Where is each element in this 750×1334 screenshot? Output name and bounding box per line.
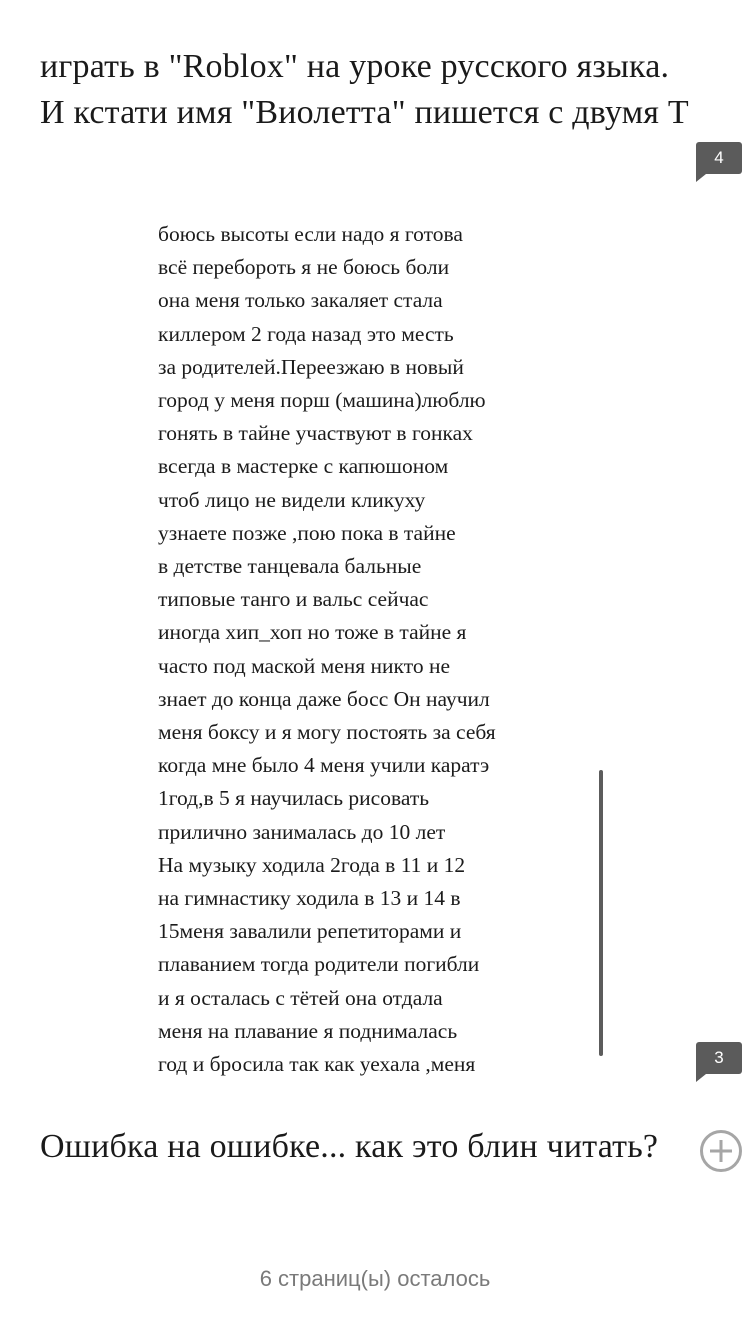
embedded-text-line: в детстве танцевала бальные <box>158 554 422 579</box>
embedded-text-line: киллером 2 года назад это месть <box>158 321 454 346</box>
embedded-screenshot <box>150 214 560 1094</box>
embedded-text-line: плаванием тогда родители погибли <box>158 952 480 977</box>
embedded-text-line: На музыку ходила 2года в 11 и 12 <box>158 852 466 877</box>
embedded-text-line: боюсь высоты если надо я готова <box>158 222 463 246</box>
embedded-text-line: иногда хип_хоп но тоже в тайне я <box>158 620 467 645</box>
embedded-text-line: меня на плавание я поднималась <box>158 1018 458 1043</box>
embedded-text-line: прилично занималась до 10 лет <box>158 819 446 844</box>
pages-remaining-label: 6 страниц(ы) осталось <box>259 1266 491 1291</box>
embedded-text-line: 15меня завалили репетиторами и <box>158 919 462 944</box>
story-paragraph-top: играть в "Roblox" на уроке русского языка. И кстати имя "Виолетта" пишется с двумя Т <box>40 48 689 131</box>
embedded-text-line: на гимнастику ходила в 13 и 14 в <box>158 886 461 911</box>
embedded-text-line: часто под маской меня никто не <box>158 653 450 678</box>
embedded-text-line: и я осталась с тётей она отдала <box>158 985 443 1010</box>
comment-count-badge-top[interactable]: 4 <box>696 142 742 174</box>
embedded-text-line: узнаете позже ,пою пока в тайне <box>158 520 456 545</box>
embedded-text-line: она меня только закаляет стала <box>158 288 443 313</box>
comment-count-badge-mid[interactable]: 3 <box>696 1042 742 1074</box>
embedded-text-line: чтоб лицо не видели кликуху <box>158 487 426 512</box>
scrollbar[interactable] <box>599 770 603 1056</box>
embedded-text-line: гонять в тайне участвуют в гонках <box>158 421 473 446</box>
embedded-text-line: всегда в мастерке с капюшоном <box>158 454 449 479</box>
embedded-text-line: за родителей.Переезжаю в новый <box>158 354 464 379</box>
story-paragraph-bottom: Ошибка на ошибке... как это блин читать? <box>40 1128 659 1165</box>
embedded-text-line: знает до конца даже босс Он научил <box>158 686 490 711</box>
embedded-text-line: меня боксу и я могу постоять за себя <box>158 720 496 745</box>
embedded-text-line: типовые танго и вальс сейчас <box>158 587 429 612</box>
embedded-text-line: город у меня порш (машина)люблю <box>158 388 486 413</box>
embedded-text-line: 1год,в 5 я научилась рисовать <box>158 786 430 811</box>
embedded-text-line: год и бросила так как уехала ,меня <box>158 1052 476 1077</box>
embedded-text-line: всё перебороть я не боюсь боли <box>158 255 450 280</box>
embedded-text-lines <box>158 218 496 1081</box>
plus-circle-icon[interactable] <box>700 1130 742 1172</box>
embedded-text-line: когда мне было 4 меня учили каратэ <box>158 753 490 778</box>
